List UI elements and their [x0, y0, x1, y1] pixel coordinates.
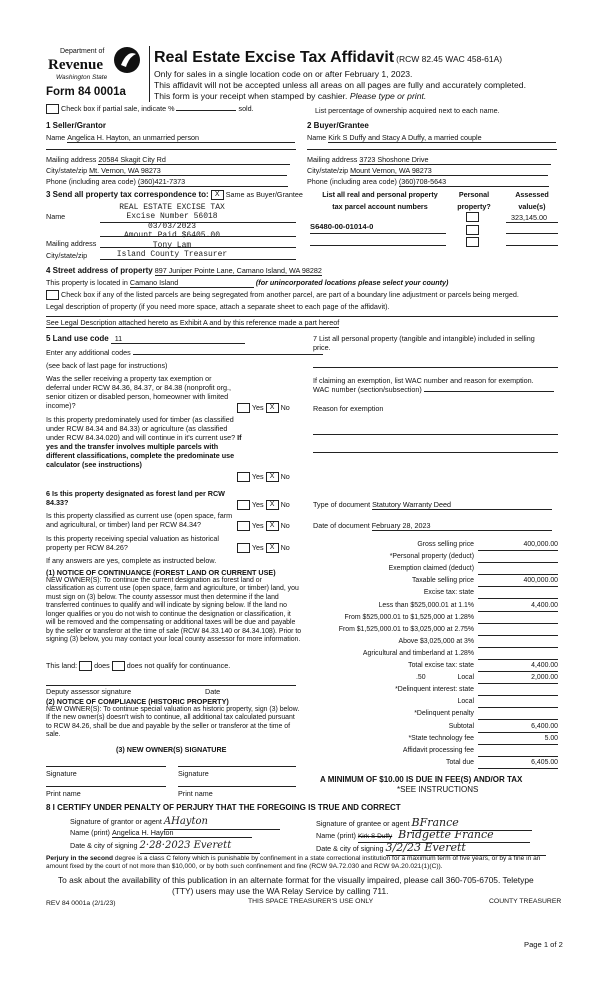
tax-row-rate: .50: [416, 674, 426, 682]
doc-date-label: Date of document: [313, 521, 370, 530]
tax-row-label: Above $3,025,000 at 3%: [398, 637, 474, 645]
seller-city-label: City/state/zip: [46, 166, 88, 175]
tax-row-value[interactable]: 400,000.00: [478, 541, 558, 551]
dept-line3: Washington State: [56, 74, 108, 81]
no-label: No: [280, 500, 290, 509]
partial-sold-label: sold.: [238, 104, 254, 113]
partial-list-note: List percentage of ownership acquired next to each name.: [315, 106, 500, 115]
deputy-signature-label: Deputy assessor signature: [46, 687, 132, 696]
q2-yes-checkbox[interactable]: [237, 472, 250, 482]
tax-row-label: Local: [457, 674, 474, 682]
section7-heading: [313, 334, 553, 352]
street-label: 4 Street address of property: [46, 266, 153, 275]
form-title-row: [154, 48, 502, 68]
yes-label: Yes: [251, 500, 264, 509]
tax-row: [300, 614, 560, 625]
does-checkbox[interactable]: [79, 661, 92, 671]
buyer-phone-label: Phone (including area code): [307, 177, 397, 186]
tax-row-label: Agricultural and timberland at 1.28%: [362, 649, 474, 657]
tax-row: [300, 589, 560, 600]
tax-row: [300, 698, 560, 709]
tax-row: [300, 735, 560, 746]
see-back-note: (see back of last page for instructions): [46, 361, 168, 370]
personal-header-1: Personal: [458, 190, 490, 199]
parcel-header-1: List all real and personal property: [322, 190, 438, 199]
q2-text: Is this property predominately used for timber (as classified under RCW 84.34 and 84.33) or agriculture (as classified under RCW 84.34.020) and will continue in it's current use?: [46, 415, 236, 442]
stamp-line: Excise Number 56018: [126, 212, 218, 222]
tax-row-value[interactable]: [478, 614, 558, 624]
located-note: (for unincorporated locations please select your county): [255, 278, 449, 287]
grantor-date-label: Date & city of signing: [70, 841, 138, 850]
doc-date[interactable]: February 28, 2023: [372, 521, 552, 531]
tax-row: [300, 626, 560, 637]
street-address[interactable]: 897 Juniper Pointe Lane, Camano Island, WA 98282: [154, 266, 322, 275]
notice1-text: NEW OWNER(S): To continue the current designation as forest land or classification as current use (open space, farm and agriculture, or timber) land, you must sign on (3) below. The county assessor must then determine if the land transferred continues to qualify and will indicate by signing below. If the land no longer qualifies or you do not wish to continue the designation or classification, it will be removed and the compensating or additional taxes will be due and payable by the seller or transferor at the time of sale (RCW 84.33.140 or 84.34.108). Prior to signing (3) below, you may contact your local county assessor for more information.: [46, 577, 302, 643]
owner-print-label: Print name: [46, 789, 81, 798]
segregate-checkbox[interactable]: [46, 290, 59, 300]
tax-row-value[interactable]: 2,000.00: [478, 674, 558, 684]
grantor-date-city[interactable]: 2·28·2023 Everett: [140, 840, 260, 854]
segregate-label: Check box if any of the listed parcels are being segregated from another parcel, are part of a boundary line adjustment or parcels being merged.: [61, 290, 519, 299]
form-title-ref: (RCW 82.45 WAC 458-61A): [396, 54, 503, 64]
assessed-header-1: Assessed: [515, 190, 549, 199]
tax-row-value[interactable]: 6,400.00: [478, 723, 558, 733]
buyer-phone[interactable]: (360)708-5643: [399, 177, 549, 187]
grantor-name[interactable]: Angelica H. Hayton: [112, 828, 252, 838]
tax-row-value[interactable]: [478, 589, 558, 599]
header-line1: Only for sales in a single location code on or after February 1, 2023.: [154, 69, 413, 79]
tax-row-value[interactable]: 400,000.00: [478, 577, 558, 587]
tax-row-label: From $1,525,000.01 to $3,025,000 at 2.75%: [338, 625, 474, 633]
stamp-line: REAL ESTATE EXCISE TAX: [119, 203, 225, 212]
treasurer-only: THIS SPACE TREASURER'S USE ONLY: [248, 898, 374, 905]
excise-stamp: [98, 203, 246, 259]
seller-mailing[interactable]: 20584 Skagit City Rd: [98, 155, 290, 165]
tax-row-label: Affidavit processing fee: [402, 746, 474, 754]
section7-heading-text: 7 List all personal property (tangible and intangible) included in selling price.: [313, 334, 535, 352]
tax-row-value[interactable]: [478, 650, 558, 660]
buyer-name-label: Name: [307, 133, 327, 142]
tax-row-label: Gross selling price: [417, 541, 474, 548]
tax-row: [300, 662, 560, 673]
does-not-checkbox[interactable]: [112, 661, 125, 671]
grantee-date-label: Date & city of signing: [316, 844, 384, 853]
does-not-label: does not qualify for continuance.: [126, 661, 231, 670]
dor-logo-icon: [112, 45, 142, 75]
reason-label: Reason for exemption: [313, 404, 384, 413]
tax-row-value[interactable]: [478, 747, 558, 757]
tax-row-label: Taxable selling price: [411, 577, 474, 585]
owner-print-label: Print name: [178, 789, 213, 798]
buyer-mailing[interactable]: 3723 Shoshone Drive: [359, 155, 551, 165]
personal-property-checkbox[interactable]: [466, 212, 479, 222]
tax-row: [300, 759, 560, 770]
grantee-name-struck: Kirk S Duffy: [357, 833, 393, 840]
q6-1-yes-checkbox[interactable]: [237, 500, 250, 510]
form-title: Real Estate Excise Tax Affidavit: [154, 49, 395, 66]
stamp-line: Amount Paid $6405.00: [123, 231, 220, 241]
q1-no-checkbox[interactable]: X: [266, 403, 279, 413]
tax-row-label: *State technology fee: [408, 734, 474, 742]
rev-number: REV 84 0001a (2/1/23): [46, 900, 116, 907]
buyer-city-label: City/state/zip: [307, 166, 349, 175]
q2-bold-text: If yes and the transfer involves multiple parcels with different classifications, complete the predominate use calculator (see instructions): [46, 433, 242, 469]
tax-row-value[interactable]: 6,405.00: [478, 759, 558, 769]
seller-phone[interactable]: (360)421-7373: [138, 177, 288, 187]
doc-type-label: Type of document: [313, 500, 371, 509]
grantor-sig-label: Signature of grantor or agent: [70, 817, 162, 826]
header-line2: This affidavit will not be accepted unless all areas on all pages are fully and accurately completed.: [154, 80, 526, 90]
tax-row-value[interactable]: [478, 553, 558, 563]
perjury-notice: [46, 855, 560, 871]
tax-row-value[interactable]: [478, 710, 558, 720]
buyer-name[interactable]: Kirk S Duffy and Stacy A Duffy, a married couple: [328, 133, 556, 143]
q-forest-land: [46, 489, 236, 507]
tax-row-label: Exemption claimed (deduct): [388, 565, 474, 573]
tax-row-label: *Delinquent penalty: [414, 710, 474, 718]
seller-mailing-label: Mailing address: [46, 155, 97, 164]
alt-format-2: (TTY) users may use the WA Relay Service by calling 711.: [172, 886, 389, 896]
q6-2-no-checkbox[interactable]: X: [266, 521, 279, 531]
no-label: No: [280, 543, 290, 552]
this-land-label: This land:: [46, 661, 78, 670]
buyer-mailing-label: Mailing address: [307, 155, 358, 164]
county-treasurer: COUNTY TREASURER: [489, 898, 562, 905]
tax-row-label: Excise tax: state: [423, 589, 474, 597]
yes-label: Yes: [251, 543, 264, 552]
q1-yes-checkbox[interactable]: [237, 403, 250, 413]
deputy-date-label: Date: [205, 687, 221, 696]
header-line3a: This form is your receipt when stamped by cashier.: [154, 91, 348, 101]
yes-label: Yes: [251, 521, 264, 530]
seller-heading: 1 Seller/Grantor: [46, 121, 107, 130]
tax-row: [300, 565, 560, 576]
section3-name-label: Name: [46, 212, 66, 221]
q-timber-agriculture: [46, 415, 246, 469]
land-use-label: 5 Land use code: [46, 334, 109, 343]
certify-heading: 8 I CERTIFY UNDER PENALTY OF PERJURY THAT THE FOREGOING IS TRUE AND CORRECT: [46, 803, 401, 812]
q-historic: Is this property receiving special valuation as historical property per RCW 84.26?: [46, 534, 219, 552]
same-as-buyer-label: Same as Buyer/Grantee: [225, 190, 303, 199]
header-line3b: Please type or print.: [349, 91, 427, 101]
q-current-use: Is this property classified as current use (open space, farm and agricultural, or timber) land per RCW 84.34?: [46, 511, 233, 529]
stamp-line: 03/03/2023: [147, 221, 196, 231]
no-label: No: [280, 521, 290, 530]
tax-row: [300, 686, 560, 697]
tax-row-value[interactable]: [478, 565, 558, 575]
tax-row: [300, 747, 560, 758]
section3-heading: 3 Send all property tax correspondence to:: [46, 190, 209, 199]
notice1-heading: (1) NOTICE OF CONTINUANCE (FOREST LAND OR CURRENT USE): [46, 568, 276, 577]
parcel-header: [310, 190, 450, 211]
grantee-name-label: Name (print): [316, 831, 356, 840]
seller-name-label: Name: [46, 133, 66, 142]
tax-row-label: Total excise tax: state: [408, 662, 474, 669]
grantor-signature[interactable]: AHayton: [164, 816, 280, 830]
q2-no-checkbox[interactable]: X: [266, 472, 279, 482]
tax-row-value[interactable]: 4,400.00: [478, 602, 558, 612]
assessed-value[interactable]: 323,145.00: [511, 213, 547, 222]
grantee-date-city[interactable]: 3/2/23 Everett: [386, 841, 546, 856]
assessed-header: [502, 190, 562, 211]
notice2-heading: (2) NOTICE OF COMPLIANCE (HISTORIC PROPERTY): [46, 697, 229, 706]
partial-sale-label: Check box if partial sale, indicate %: [61, 104, 175, 113]
notice2-text: NEW OWNER(S): To continue special valuation as historic property, sign (3) below. If the new owner(s) doesn't wish to continue, all additional tax calculated pursuant to RCW 84.26, shall be due and payable by the seller or transferor at the time of sale.: [46, 706, 300, 739]
buyer-city[interactable]: Mount Vernon, WA 98273: [350, 166, 548, 176]
assessed-header-2: value(s): [518, 202, 546, 211]
q6-3-yes-checkbox[interactable]: [237, 543, 250, 553]
tax-row-value[interactable]: 4,400.00: [478, 662, 558, 672]
minimum-due-note: A MINIMUM OF $10.00 IS DUE IN FEE(S) AND/OR TAX: [320, 775, 523, 784]
page-number: Page 1 of 2: [524, 940, 563, 949]
perjury-bold: Perjury in the second: [46, 855, 114, 862]
tax-row: [300, 553, 560, 564]
grantor-name-label: Name (print): [70, 828, 110, 837]
partial-sale-checkbox[interactable]: [46, 104, 59, 114]
additional-codes-label: Enter any additional codes: [46, 348, 131, 357]
tax-row: [300, 723, 560, 734]
stamp-line: Island County Treasurer: [116, 250, 228, 260]
located-label: This property is located in: [46, 278, 128, 287]
yes-label: Yes: [251, 403, 264, 412]
tax-row-label: *Delinquent interest: state: [395, 686, 474, 694]
tax-row: [300, 638, 560, 649]
tax-row-label: Local: [457, 698, 474, 706]
does-label: does: [94, 661, 110, 670]
q6-3-no-checkbox[interactable]: X: [266, 543, 279, 553]
tax-row-label: Total due: [446, 758, 474, 766]
grantee-signature[interactable]: BFrance: [412, 816, 532, 831]
tax-row-value[interactable]: [478, 626, 558, 636]
tax-row: [300, 710, 560, 721]
land-use-code[interactable]: 11: [111, 334, 245, 344]
q6-1-text: 6 Is this property designated as forest land per RCW 84.33?: [46, 489, 225, 507]
q6-1-no-checkbox[interactable]: X: [266, 500, 279, 510]
grantee-sig-label: Signature of grantee or agent: [316, 819, 410, 828]
parcel-number[interactable]: S6480-00-01014-0: [310, 222, 374, 231]
tax-row-label: From $525,000.01 to $1,525,000 at 1.28%: [344, 613, 474, 621]
perjury-text: degree is a class C felony which is punishable by confinement in a state correctional institution for a maximum term of five years, or by a fine in an amount fixed by the court of not more than $10,000, or by both such confinement and fine (RCW 9A.72.030 and RCW 9A.20.021(1)(C)).: [46, 855, 541, 871]
parcel-header-2: tax parcel account numbers: [332, 202, 428, 211]
same-as-buyer-checkbox[interactable]: X: [211, 190, 224, 200]
located-in[interactable]: Camano Island: [130, 278, 254, 288]
tax-row-label: Less than $525,000.01 at 1.1%: [378, 601, 474, 609]
seller-phone-label: Phone (including area code): [46, 177, 136, 186]
notice3-heading: (3) NEW OWNER(S) SIGNATURE: [116, 745, 227, 754]
tax-row: [300, 650, 560, 661]
stamp-line: Tony Lam: [152, 240, 192, 250]
if-any-yes: If any answers are yes, complete as instructed below.: [46, 556, 217, 565]
wac-label: WAC number (section/subsection): [313, 385, 422, 394]
buyer-heading: 2 Buyer/Grantee: [307, 121, 369, 130]
tax-row-value[interactable]: 5.00: [478, 735, 558, 745]
grantee-name[interactable]: Bridgette France: [398, 828, 494, 841]
dept-line2: Revenue: [48, 57, 103, 73]
personal-property-checkbox[interactable]: [466, 237, 479, 247]
seller-city[interactable]: Mt. Vernon, WA 98273: [89, 166, 287, 176]
see-instructions-note: *SEE INSTRUCTIONS: [397, 785, 479, 794]
tax-row-label: Subtotal: [448, 722, 474, 730]
tax-row: [300, 602, 560, 613]
owner-signature-label: Signature: [178, 769, 209, 778]
alt-format-1: To ask about the availability of this publication in an alternate format for the visually impaired, please call 360-705-6705. Teletype: [58, 875, 534, 885]
form-number: Form 84 0001a: [46, 86, 126, 98]
no-label: No: [280, 472, 290, 481]
tax-row-label: *Personal property (deduct): [389, 553, 474, 561]
tax-row-value[interactable]: [478, 698, 558, 708]
exemption-label: If claiming an exemption, list WAC number and reason for exemption.: [313, 376, 534, 385]
tax-row-value[interactable]: [478, 686, 558, 696]
section3-city-label: City/state/zip: [46, 251, 88, 260]
yes-label: Yes: [251, 472, 264, 481]
tax-row: [300, 577, 560, 588]
owner-signature-label: Signature: [46, 769, 77, 778]
tax-row: [300, 541, 560, 552]
personal-header-2: property?: [457, 202, 491, 211]
personal-header: [452, 190, 496, 211]
seller-name[interactable]: Angelica H. Hayton, an unmarried person: [67, 133, 295, 143]
q6-2-yes-checkbox[interactable]: [237, 521, 250, 531]
doc-type[interactable]: Statutory Warranty Deed: [372, 500, 552, 510]
tax-row: [300, 674, 560, 685]
no-label: No: [280, 403, 290, 412]
dept-line1: Department of: [60, 48, 105, 55]
tax-row-value[interactable]: [478, 638, 558, 648]
personal-property-checkbox[interactable]: [466, 225, 479, 235]
q-exemption-deferral: Was the seller receiving a property tax exemption or deferral under RCW 84.36, 84.37, or 84.38 (nonprofit org., senior citizen or disabled person, homeowner with limited income)?: [46, 374, 231, 410]
legal-description[interactable]: See Legal Description attached hereto as Exhibit A and by this reference made a part hereof: [46, 318, 340, 327]
section3-mailing-label: Mailing address: [46, 239, 97, 248]
legal-label: Legal description of property (if you need more space, attach a separate sheet to each page of the affidavit).: [46, 302, 390, 311]
